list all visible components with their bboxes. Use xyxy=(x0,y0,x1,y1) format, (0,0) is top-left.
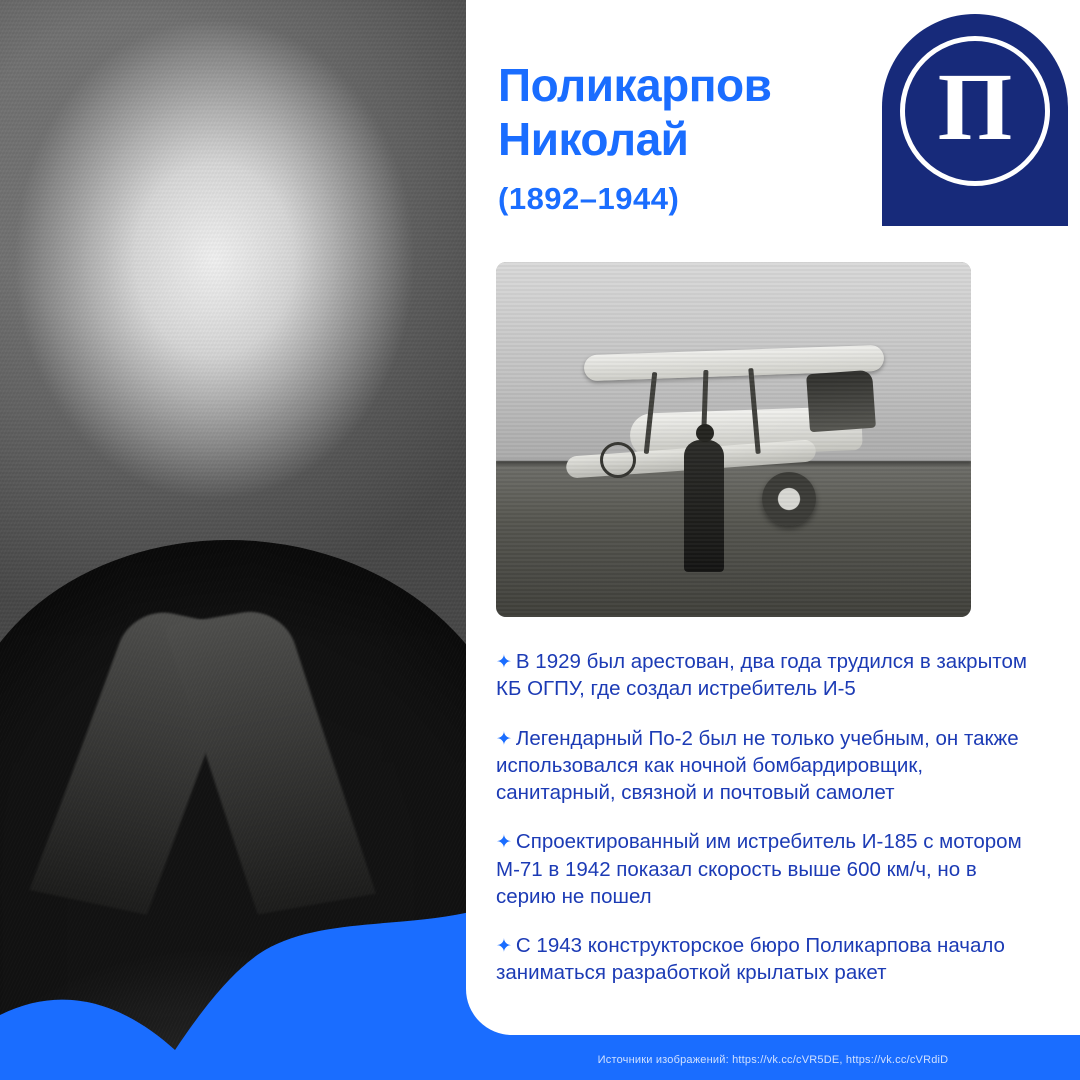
list-item xyxy=(496,648,1036,703)
aircraft-photo xyxy=(496,262,971,617)
monogram-letter: П xyxy=(937,53,1013,160)
bullet-icon: ✦ xyxy=(496,832,512,854)
list-item xyxy=(496,932,1036,987)
content-card xyxy=(466,0,1080,1035)
title-line-1: Поликарпов xyxy=(498,59,772,111)
portrait-photo xyxy=(0,0,466,1080)
photo-grain-overlay xyxy=(0,0,466,1080)
page-title xyxy=(498,58,898,217)
title-line-2: Николай xyxy=(498,113,689,166)
list-item xyxy=(496,725,1036,807)
title-text xyxy=(498,58,898,167)
aircraft-photo-grain xyxy=(496,262,971,617)
bullet-icon: ✦ xyxy=(496,936,512,958)
list-item xyxy=(496,828,1036,910)
fact-text: С 1943 конструкторское бюро Поликарпова начало заниматься разработкой крылатых ракет xyxy=(496,934,1005,985)
lifespan-years: (1892–1944) xyxy=(498,180,680,216)
fact-text: Легендарный По-2 был не только учебным, он также использовался как ночной бомбардировщик, санитарный, связной и почтовый самолет xyxy=(496,726,1019,805)
bullet-icon: ✦ xyxy=(496,728,512,750)
fact-text: В 1929 был арестован, два года трудился в закрытом КБ ОГПУ, где создал истребитель И-5 xyxy=(496,650,1027,701)
monogram-badge xyxy=(882,14,1068,226)
image-sources-note: Источники изображений: https://vk.cc/cVR5DE, https://vk.cc/cVRdiD xyxy=(597,1054,949,1066)
facts-list xyxy=(496,648,1036,987)
bullet-icon: ✦ xyxy=(496,652,512,673)
monogram-ring xyxy=(900,36,1050,186)
fact-text: Спроектированный им истребитель И-185 с мотором М-71 в 1942 показал скорость выше 600 км/ч, но в серию не пошел xyxy=(496,830,1022,908)
